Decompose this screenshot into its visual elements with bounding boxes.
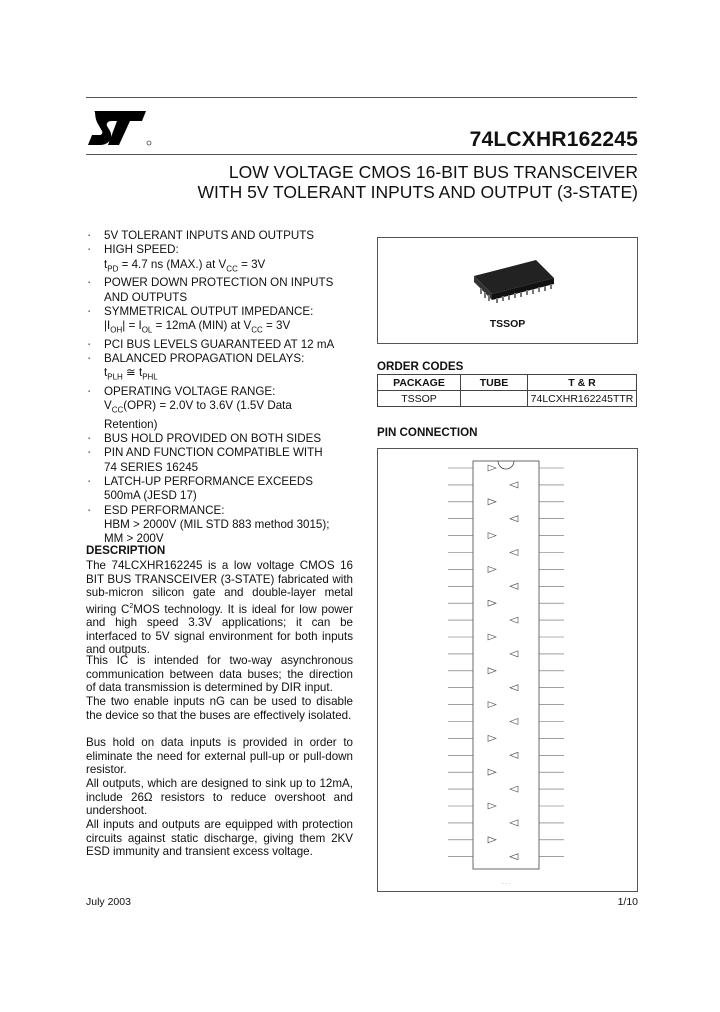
feature-item: ▪ PIN AND FUNCTION COMPATIBLE WITH 74 SERIES 16245 — [86, 446, 361, 475]
feature-item: ▪ LATCH-UP PERFORMANCE EXCEEDS 500mA (JESD 17) — [86, 475, 361, 504]
page-number: 1/10 — [617, 896, 638, 908]
title-rule — [86, 154, 637, 155]
buffer-symbol — [510, 482, 518, 488]
feature-item: ▪ POWER DOWN PROTECTION ON INPUTS AND OUTPUTS — [86, 276, 361, 305]
description-paragraph-3: The two enable inputs nG can be used to disable the device so that the buses are effectively isolated. — [86, 695, 353, 722]
buffer-symbol — [510, 820, 518, 826]
st-logo — [86, 107, 152, 149]
part-number: 74LCXHR162245 — [469, 128, 638, 151]
buffer-symbol — [488, 634, 496, 640]
feature-item: ▪ OPERATING VOLTAGE RANGE: $V_{CC}(OPR) = 2.0V$ to 3.6V (1.5V Data Retention) — [86, 385, 361, 432]
description-paragraph-5: All outputs, which are designed to sink up to 12mA, include 26Ω resistors to reduce overshoot and undershoot. — [86, 777, 353, 818]
buffer-symbol — [488, 533, 496, 539]
feature-item: ▪ BUS HOLD PROVIDED ON BOTH SIDES — [86, 432, 361, 446]
buffer-symbol — [488, 668, 496, 674]
buffer-symbol — [510, 752, 518, 758]
pin-connection-heading: PIN CONNECTION — [377, 426, 478, 439]
feature-item: ▪ 5V TOLERANT INPUTS AND OUTPUTS — [86, 229, 361, 243]
buffer-symbol — [510, 651, 518, 657]
table-cell: 74LCXHR162245TTR — [528, 391, 637, 407]
order-codes-table — [377, 374, 637, 407]
column-header: T & R — [528, 375, 637, 391]
title-line-2: WITH 5V TOLERANT INPUTS AND OUTPUT (3-STATE) — [197, 182, 638, 202]
header-rule — [86, 97, 637, 98]
description-paragraph-1: The 74LCXHR162245 is a low voltage CMOS 16 BIT BUS TRANSCEIVER (3-STATE) fabricated with sub-micron silicon gate and double-layer metal wiring $C^2MOS$ technology. It is ideal for low power and high speed 3.3V applications; it can be interfaced to 5V signal environment for both inputs and outputs. — [86, 559, 353, 657]
buffer-symbol — [488, 465, 496, 471]
buffer-symbol — [510, 516, 518, 522]
package-figure — [377, 237, 638, 344]
svg-text:· · ·: · · · — [502, 881, 510, 887]
buffer-symbol — [488, 837, 496, 843]
feature-item: ▪ HIGH SPEED: $t_{PD} = 4.7$ ns (MAX.) at $V_{CC} = 3V$ — [86, 243, 361, 276]
buffer-symbol — [510, 719, 518, 725]
table-cell: TSSOP — [378, 391, 461, 407]
feature-item: ▪ PCI BUS LEVELS GUARANTEED AT 12 mA — [86, 338, 361, 352]
feature-item: ▪ ESD PERFORMANCE: HBM > 2000V (MIL STD 883 method 3015); MM > 200V — [86, 504, 361, 547]
table-header-row — [378, 375, 637, 391]
description-paragraph-4: Bus hold on data inputs is provided in order to eliminate the need for external pull-up or pull-down resistor. — [86, 736, 353, 777]
buffer-symbol — [510, 786, 518, 792]
buffer-symbol — [510, 550, 518, 556]
buffer-symbol — [488, 769, 496, 775]
footer-date: July 2003 — [86, 896, 131, 908]
buffer-symbol — [488, 702, 496, 708]
feature-list — [86, 229, 361, 546]
buffer-symbol — [510, 854, 518, 860]
description-heading: DESCRIPTION — [86, 544, 166, 557]
feature-item: ▪ BALANCED PROPAGATION DELAYS: $t_{PLH}$ ≅ $t_{PHL}$ — [86, 352, 361, 385]
buffer-symbol — [510, 617, 518, 623]
buffer-symbol — [488, 566, 496, 572]
buffer-symbol — [488, 600, 496, 606]
table-row — [378, 391, 637, 407]
pin-connection-figure — [377, 448, 638, 892]
package-label: TSSOP — [489, 318, 526, 330]
buffer-symbol — [488, 803, 496, 809]
order-codes-heading: ORDER CODES — [377, 360, 464, 373]
buffer-symbol — [510, 583, 518, 589]
table-cell — [461, 391, 528, 407]
column-header: TUBE — [461, 375, 528, 391]
pin-connection-diagram — [378, 449, 637, 891]
buffer-symbol — [488, 499, 496, 505]
description-paragraph-2: This IC is intended for two-way asynchronous communication between data buses; the direction of data transmission is determined by DIR input. — [86, 654, 353, 695]
column-header: PACKAGE — [378, 375, 461, 391]
description-paragraph-6: All inputs and outputs are equipped with protection circuits against static discharge, giving them 2KV ESD immunity and transient excess voltage. — [86, 818, 353, 859]
buffer-symbol — [488, 735, 496, 741]
buffer-symbol — [510, 685, 518, 691]
title-line-1: LOW VOLTAGE CMOS 16-BIT BUS TRANSCEIVER — [228, 162, 638, 182]
feature-item: ▪ SYMMETRICAL OUTPUT IMPEDANCE: $|I_{OH}| = I_{OL} = 12mA$ (MIN) at $V_{CC} = 3V$ — [86, 305, 361, 338]
